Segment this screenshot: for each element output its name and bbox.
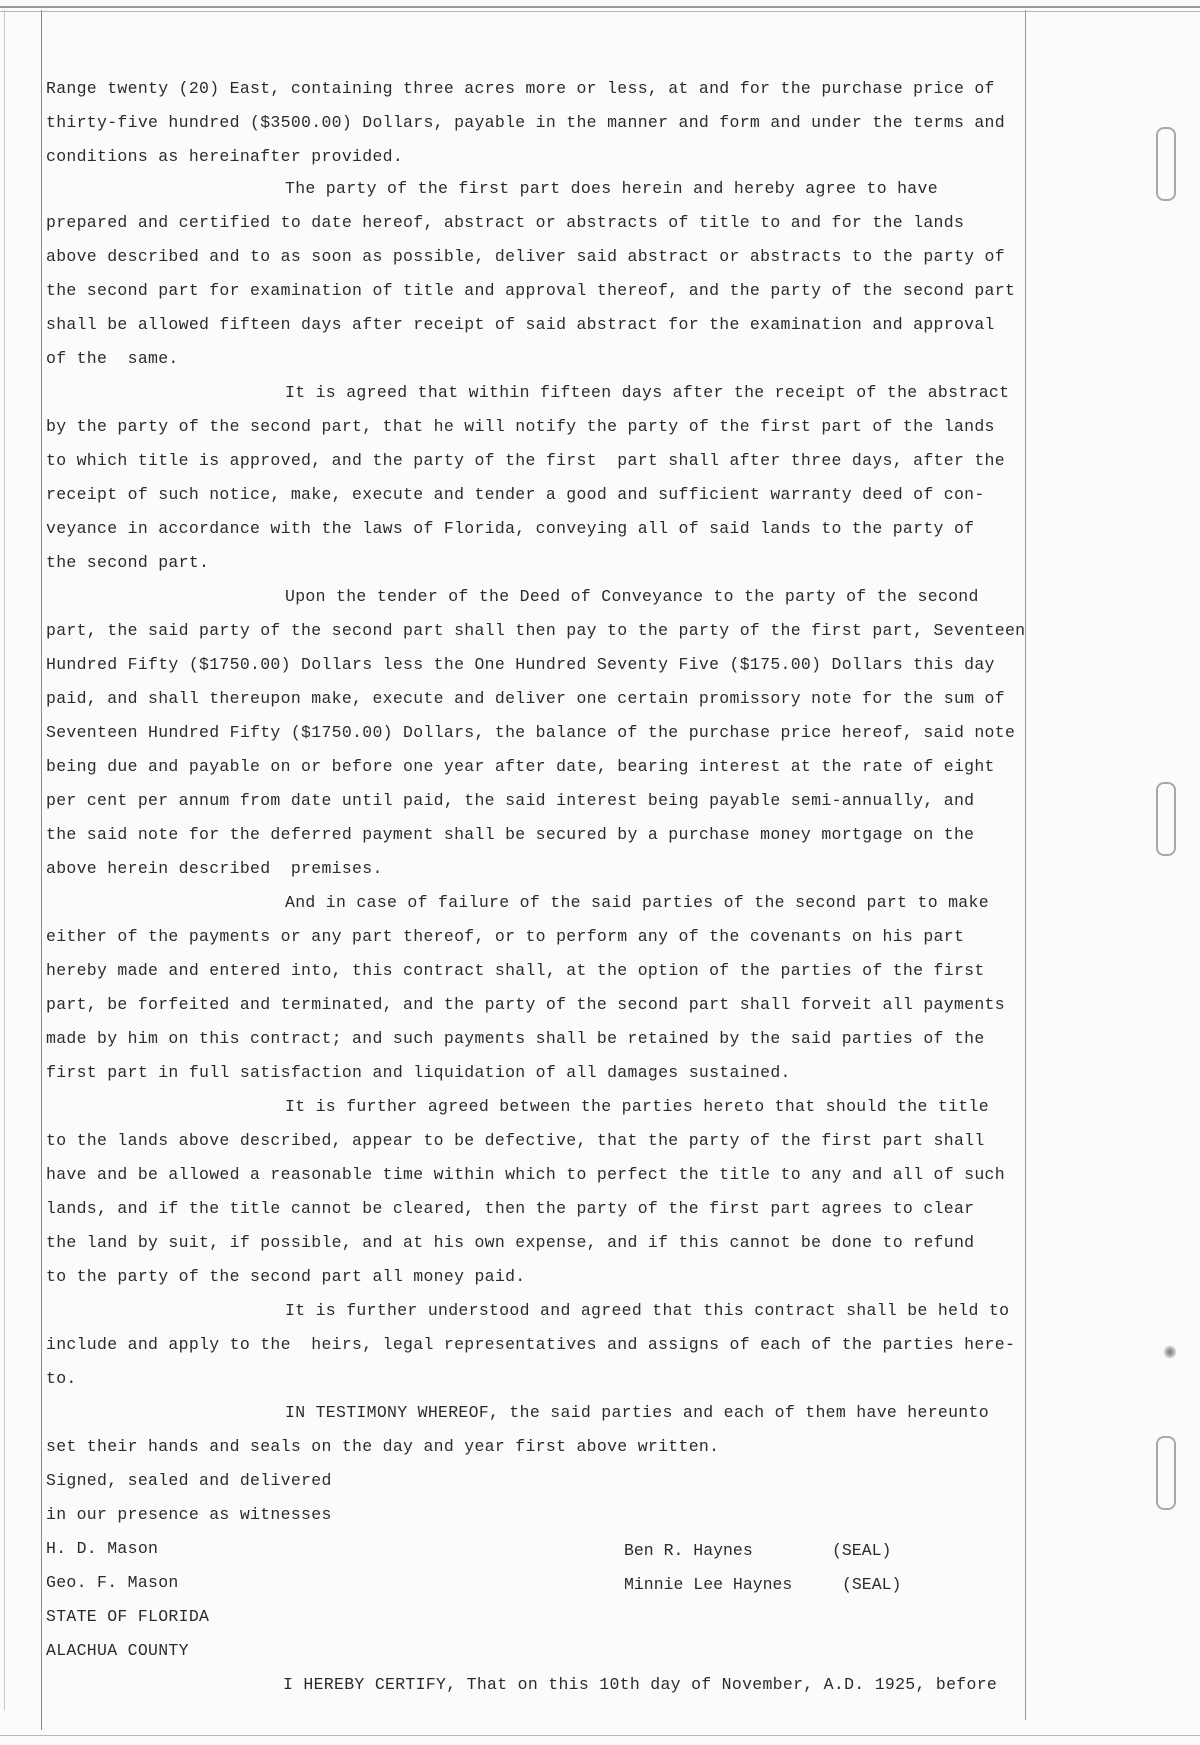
text-line: to which title is approved, and the party of the first part shall after three days, after the <box>46 451 1005 470</box>
text-line: being due and payable on or before one year after date, bearing interest at the rate of eight <box>46 757 995 776</box>
right-margin-rule <box>1025 10 1026 1720</box>
text-line: And in case of failure of the said parties of the second part to make <box>285 893 989 912</box>
text-line: paid, and shall thereupon make, execute and deliver one certain promissory note for the sum of <box>46 689 1005 708</box>
text-line: thirty-five hundred ($3500.00) Dollars, payable in the manner and form and under the terms and <box>46 113 1005 132</box>
text-line: in our presence as witnesses <box>46 1505 332 1524</box>
witness-name: H. D. Mason <box>46 1539 159 1558</box>
text-line: part, the said party of the second part shall then pay to the party of the first part, Seventeen <box>46 621 1026 640</box>
top-border <box>0 6 1200 8</box>
text-line: veyance in accordance with the laws of Florida, conveying all of said lands to the party of <box>46 519 975 538</box>
text-line: have and be allowed a reasonable time within which to perfect the title to any and all of such <box>46 1165 1005 1184</box>
text-line: made by him on this contract; and such payments shall be retained by the said parties of the <box>46 1029 985 1048</box>
text-line: by the party of the second part, that he will notify the party of the first part of the lands <box>46 417 995 436</box>
text-line: include and apply to the heirs, legal representatives and assigns of each of the parties here- <box>46 1335 1016 1354</box>
venue-state: STATE OF FLORIDA <box>46 1607 210 1626</box>
ink-smudge <box>1163 1345 1177 1359</box>
witness-name: Geo. F. Mason <box>46 1573 179 1592</box>
text-line: above described and to as soon as possible, deliver said abstract or abstracts to the party of <box>46 247 1005 266</box>
venue-county: ALACHUA COUNTY <box>46 1641 189 1660</box>
punch-hole <box>1156 127 1176 201</box>
text-line: shall be allowed fifteen days after receipt of said abstract for the examination and approval <box>46 315 995 334</box>
text-line: first part in full satisfaction and liquidation of all damages sustained. <box>46 1063 791 1082</box>
signatory-name: Ben R. Haynes <box>624 1541 753 1560</box>
text-line: The party of the first part does herein and hereby agree to have <box>285 179 938 198</box>
text-line: to the lands above described, appear to be defective, that the party of the first part shall <box>46 1131 985 1150</box>
text-line: lands, and if the title cannot be cleared, then the party of the first part agrees to clear <box>46 1199 975 1218</box>
text-line: Hundred Fifty ($1750.00) Dollars less the One Hundred Seventy Five ($175.00) Dollars this day <box>46 655 995 674</box>
text-line: the second part for examination of title and approval thereof, and the party of the second part <box>46 281 1016 300</box>
text-line: prepared and certified to date hereof, abstract or abstracts of title to and for the lands <box>46 213 965 232</box>
seal-mark: (SEAL) <box>832 1541 892 1560</box>
text-line: above herein described premises. <box>46 859 383 878</box>
page-bottom-edge <box>0 1735 1200 1736</box>
text-line: Upon the tender of the Deed of Conveyance to the party of the second <box>285 587 979 606</box>
text-line: IN TESTIMONY WHEREOF, the said parties and each of them have hereunto <box>285 1403 989 1422</box>
top-border-inner <box>0 11 1200 12</box>
text-line: conditions as hereinafter provided. <box>46 147 404 166</box>
punch-hole <box>1156 782 1176 856</box>
certification-line: I HEREBY CERTIFY, That on this 10th day of November, A.D. 1925, before <box>283 1675 998 1694</box>
text-line: of the same. <box>46 349 179 368</box>
seal-mark: (SEAL) <box>842 1575 902 1594</box>
text-line: either of the payments or any part thereof, or to perform any of the covenants on his part <box>46 927 965 946</box>
text-line: It is agreed that within fifteen days after the receipt of the abstract <box>285 383 1010 402</box>
text-line: receipt of such notice, make, execute and tender a good and sufficient warranty deed of con- <box>46 485 985 504</box>
left-margin-rule <box>41 10 42 1730</box>
text-line: the said note for the deferred payment shall be secured by a purchase money mortgage on the <box>46 825 975 844</box>
signatory-name: Minnie Lee Haynes <box>624 1575 793 1594</box>
text-line: It is further understood and agreed that this contract shall be held to <box>285 1301 1010 1320</box>
text-line: Range twenty (20) East, containing three acres more or less, at and for the purchase price of <box>46 79 995 98</box>
punch-hole <box>1156 1436 1176 1510</box>
text-line: Signed, sealed and delivered <box>46 1471 332 1490</box>
text-line: to the party of the second part all money paid. <box>46 1267 526 1286</box>
text-line: part, be forfeited and terminated, and the party of the second part shall forveit all payments <box>46 995 1005 1014</box>
page-left-edge <box>4 10 5 1710</box>
text-line: Seventeen Hundred Fifty ($1750.00) Dollars, the balance of the purchase price hereof, said note <box>46 723 1016 742</box>
text-line: per cent per annum from date until paid, the said interest being payable semi-annually, and <box>46 791 975 810</box>
text-line: set their hands and seals on the day and year first above written. <box>46 1437 720 1456</box>
text-line: It is further agreed between the parties hereto that should the title <box>285 1097 989 1116</box>
text-line: the second part. <box>46 553 210 572</box>
text-line: to. <box>46 1369 77 1388</box>
text-line: the land by suit, if possible, and at his own expense, and if this cannot be done to refund <box>46 1233 975 1252</box>
text-line: hereby made and entered into, this contract shall, at the option of the parties of the first <box>46 961 985 980</box>
